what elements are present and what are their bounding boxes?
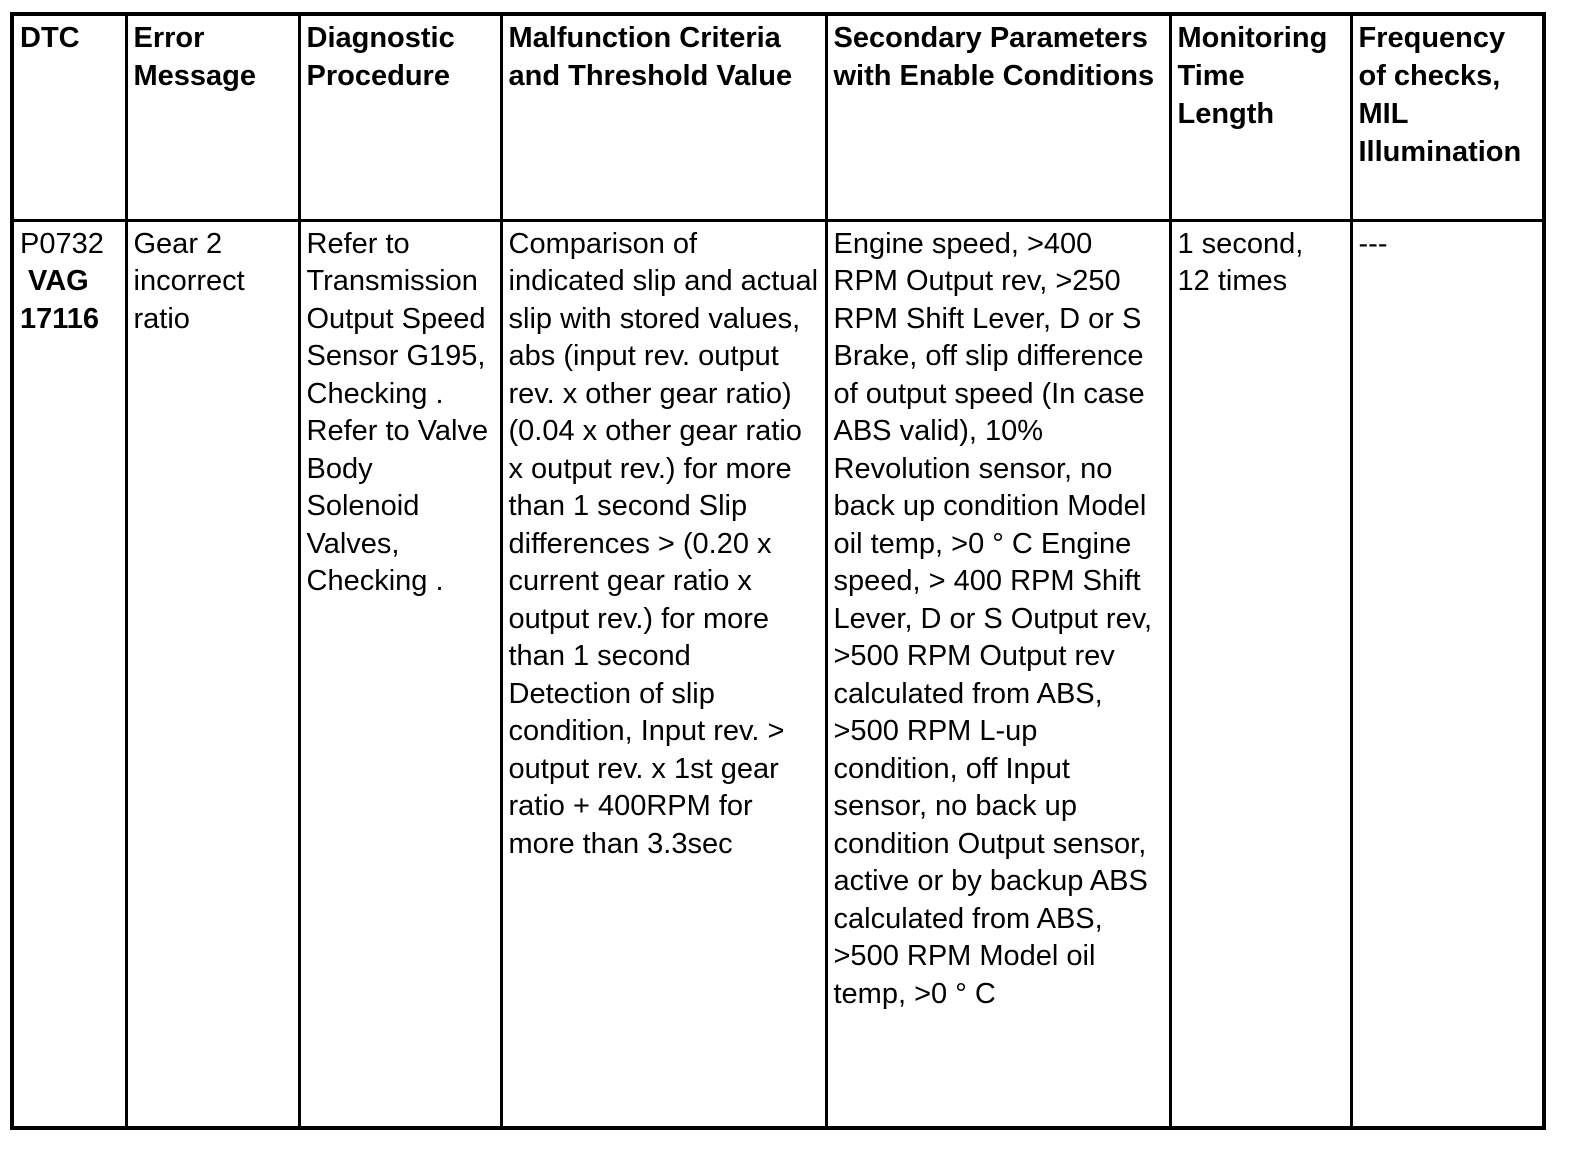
header-diagnostic-procedure: Diagnostic Procedure	[299, 14, 501, 220]
dtc-code: P0732	[20, 227, 104, 260]
header-row	[12, 14, 1544, 220]
cell-diagnostic-procedure: Refer to Transmission Output Speed Sensor G195, Checking . Refer to Valve Body Solenoid Valves, Checking .	[299, 220, 501, 1128]
cell-frequency: ---	[1351, 220, 1544, 1128]
header-malfunction-criteria: Malfunction Criteria and Threshold Value	[501, 14, 826, 220]
header-error-message: Error Message	[126, 14, 299, 220]
header-frequency: Frequency of checks, MIL Illumination	[1351, 14, 1544, 220]
cell-monitoring-time: 1 second, 12 times	[1170, 220, 1351, 1128]
cell-malfunction-criteria: Comparison of indicated slip and actual slip with stored values, abs (input rev. output rev. x other gear ratio) (0.04 x other gear ratio x output rev.) for more than 1 second Slip differences > (0.20 x current gear ratio x output rev.) for more than 1 second Detection of slip condition, Input rev. > output rev. x 1st gear ratio + 400RPM for more than 3.3sec	[501, 220, 826, 1128]
vag-code: 17116	[20, 302, 100, 335]
header-secondary-parameters: Secondary Parameters with Enable Conditions	[826, 14, 1170, 220]
cell-dtc	[12, 220, 126, 1128]
cell-secondary-parameters: Engine speed, >400 RPM Output rev, >250 RPM Shift Lever, D or S Brake, off slip difference of output speed (In case ABS valid), 10% Revolution sensor, no back up condition Model oil temp, >0 ° C Engine speed, > 400 RPM Shift Lever, D or S Output rev, >500 RPM Output rev calculated from ABS, >500 RPM L-up condition, off Input sensor, no back up condition Output sensor, active or by backup ABS calculated from ABS, >500 RPM Model oil temp, >0 ° C	[826, 220, 1170, 1128]
dtc-table	[10, 12, 1546, 1130]
table-row	[12, 220, 1544, 1128]
vag-label: VAG	[28, 265, 89, 297]
cell-error-message: Gear 2 incorrect ratio	[126, 220, 299, 1128]
header-dtc: DTC	[12, 14, 126, 220]
header-monitoring-time: Monitoring Time Length	[1170, 14, 1351, 220]
